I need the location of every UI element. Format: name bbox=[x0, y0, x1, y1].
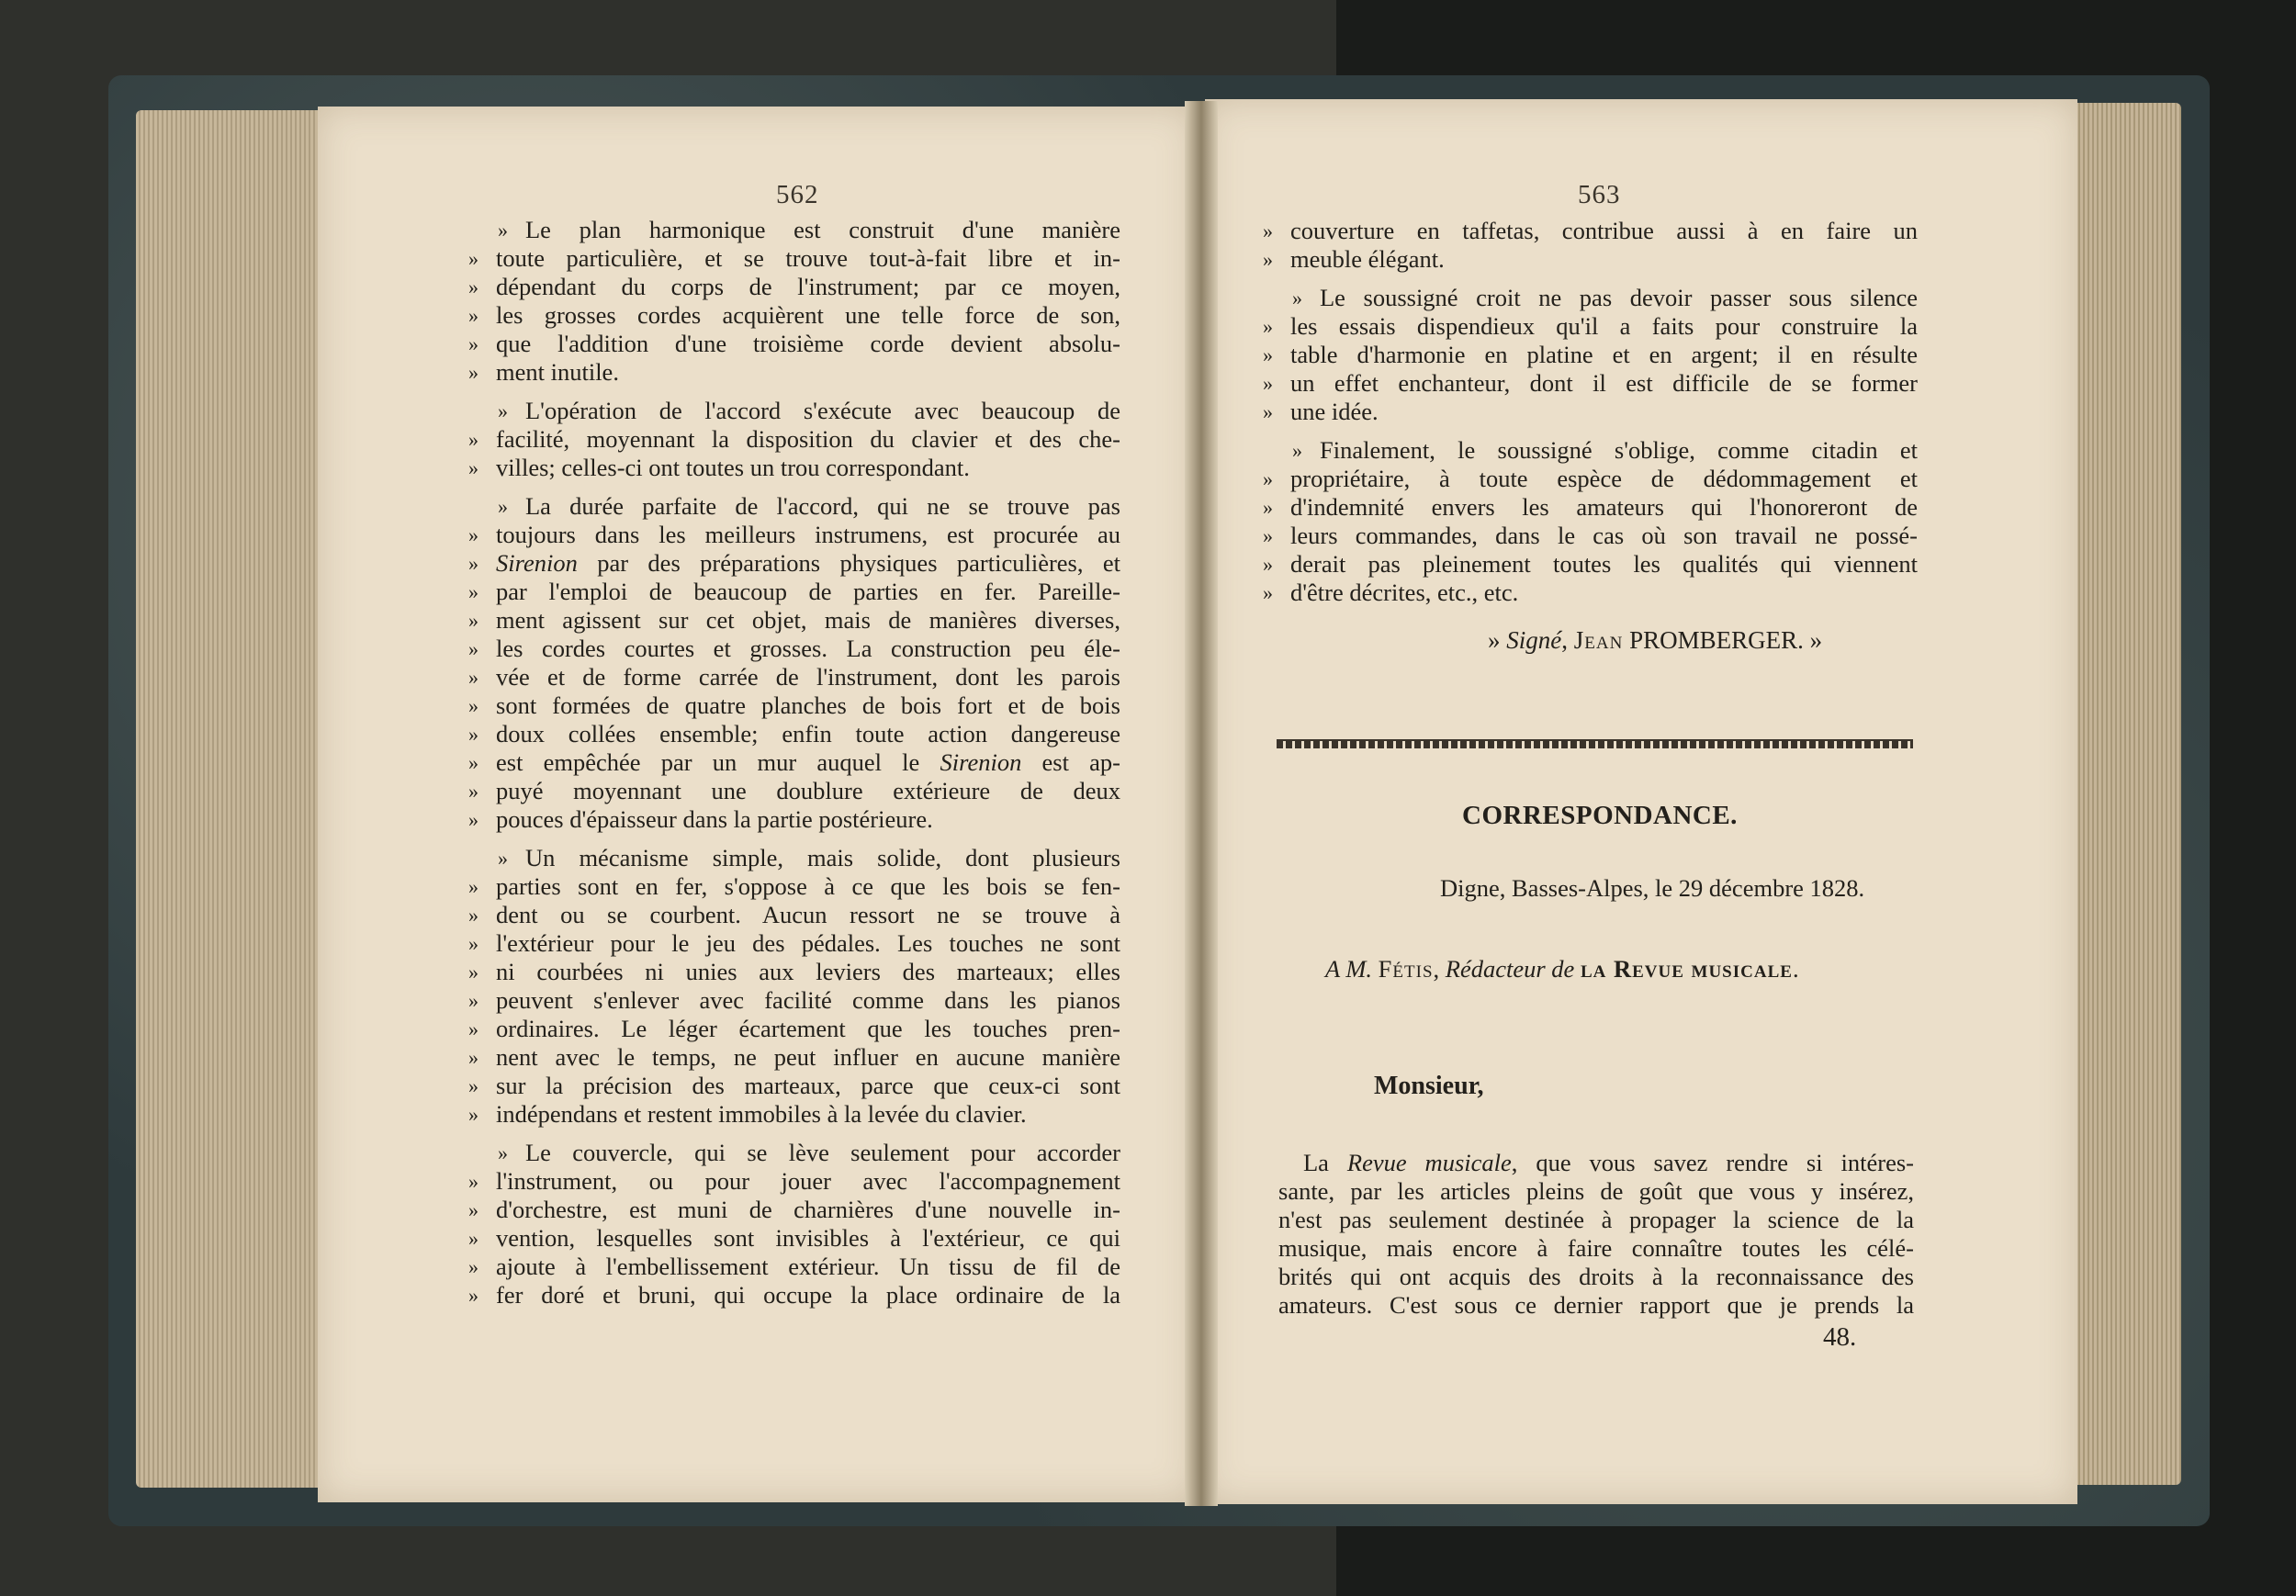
text-line bbox=[468, 1167, 1120, 1196]
line-text: toujours dans les meilleurs instrumens, est procurée au bbox=[496, 521, 1120, 548]
text-line bbox=[468, 748, 1120, 777]
quote-mark: » bbox=[498, 495, 508, 518]
quote-mark: » bbox=[468, 694, 478, 717]
line-text: Un mécanisme simple, mais solide, dont plusieurs bbox=[525, 844, 1120, 871]
line-text: indépendans et restent immobiles à la levée du clavier. bbox=[496, 1100, 1027, 1128]
text-line bbox=[468, 805, 1120, 834]
quote-mark: » bbox=[468, 1103, 478, 1126]
page-edges-left bbox=[136, 110, 320, 1488]
quote-mark: » bbox=[1263, 553, 1273, 576]
quote-mark: » bbox=[468, 1017, 478, 1040]
text-line bbox=[468, 454, 1120, 482]
quote-mark: » bbox=[1292, 439, 1302, 462]
line-text: d'orchestre, est muni de charnières d'une nouvelle in- bbox=[496, 1196, 1120, 1223]
line-text: puyé moyennant une doublure extérieure de deux bbox=[496, 777, 1120, 804]
quote-mark: » bbox=[1263, 372, 1273, 395]
line-text: ment agissent sur cet objet, mais de manières diverses, bbox=[496, 606, 1120, 634]
quote-mark: » bbox=[468, 1046, 478, 1069]
line-text: villes; celles-ci ont toutes un trou correspondant. bbox=[496, 454, 970, 481]
line-text: ordinaires. Le léger écartement que les touches pren- bbox=[496, 1015, 1120, 1042]
letter-line: sante, par les articles pleins de goût que vous y insérez, bbox=[1278, 1177, 1914, 1205]
quote-mark: » bbox=[498, 1141, 508, 1164]
line-text: un effet enchanteur, dont il est difficile de se former bbox=[1290, 369, 1918, 397]
line-text: sur la précision des marteaux, parce que ceux-ci sont bbox=[496, 1072, 1120, 1099]
text-line bbox=[1290, 284, 1918, 312]
line-text: La durée parfaite de l'accord, qui ne se trouve pas bbox=[525, 492, 1120, 520]
quote-mark: » bbox=[468, 580, 478, 603]
line-text: table d'harmonie en platine et en argent; il en résulte bbox=[1290, 341, 1918, 368]
quote-mark: » bbox=[468, 780, 478, 803]
line-text: ni courbées ni unies aux leviers des marteaux; elles bbox=[496, 958, 1120, 985]
text-line bbox=[1263, 579, 1918, 607]
line-text: Finalement, le soussigné s'oblige, comme citadin et bbox=[1320, 436, 1918, 464]
text-line bbox=[496, 397, 1120, 425]
letter-line: La Revue musicale, que vous savez rendre si intéres- bbox=[1303, 1149, 1914, 1176]
line-text: Le plan harmonique est construit d'une manière bbox=[525, 216, 1120, 243]
letter-line: musique, mais encore à faire connaître toutes les célé- bbox=[1278, 1234, 1914, 1262]
text-line bbox=[468, 929, 1120, 958]
line-text: couverture en taffetas, contribue aussi à en faire un bbox=[1290, 217, 1918, 244]
letter-line: n'est pas seulement destinée à propager la science de la bbox=[1278, 1206, 1914, 1233]
quote-mark: » bbox=[468, 989, 478, 1012]
line-text: Le couvercle, qui se lève seulement pour accorder bbox=[525, 1139, 1120, 1166]
line-text: L'opération de l'accord s'exécute avec beaucoup de bbox=[525, 397, 1120, 424]
quote-mark: » bbox=[468, 961, 478, 983]
text-line bbox=[1263, 369, 1918, 398]
text-line bbox=[468, 635, 1120, 663]
quote-mark: » bbox=[498, 399, 508, 422]
quote-mark: » bbox=[468, 332, 478, 355]
text-line bbox=[1263, 245, 1918, 274]
quote-mark: » bbox=[468, 1170, 478, 1193]
line-text: Le soussigné croit ne pas devoir passer sous silence bbox=[1320, 284, 1918, 311]
quote-mark: » bbox=[1263, 467, 1273, 490]
quote-mark: » bbox=[1263, 219, 1273, 242]
quote-mark: » bbox=[468, 361, 478, 384]
line-text: d'indemnité envers les amateurs qui l'honoreront de bbox=[1290, 493, 1918, 521]
quote-mark: » bbox=[468, 723, 478, 746]
line-text: l'instrument, ou pour jouer avec l'accompagnement bbox=[496, 1167, 1120, 1195]
line-text: nent avec le temps, ne peut influer en aucune manière bbox=[496, 1043, 1120, 1071]
section-divider bbox=[1277, 739, 1913, 748]
text-line bbox=[468, 425, 1120, 454]
addressee-line: A M. Fétis, Rédacteur de la Revue musicale. bbox=[1325, 955, 1799, 983]
paragraph bbox=[468, 216, 1120, 387]
quote-mark: » bbox=[468, 666, 478, 689]
signature-line: » Signé, Jean PROMBERGER. » bbox=[1488, 626, 1823, 654]
line-text: meuble élégant. bbox=[1290, 245, 1445, 273]
section-heading: CORRESPONDANCE. bbox=[1462, 801, 1738, 830]
text-line bbox=[1263, 341, 1918, 369]
text-line bbox=[468, 1196, 1120, 1224]
page-number-left: 562 bbox=[776, 180, 819, 209]
line-text: d'être décrites, etc., etc. bbox=[1290, 579, 1519, 606]
text-line bbox=[468, 1043, 1120, 1072]
line-text: l'extérieur pour le jeu des pédales. Les touches ne sont bbox=[496, 929, 1120, 957]
quote-mark: » bbox=[468, 275, 478, 298]
text-line bbox=[468, 301, 1120, 330]
letter-line: brités qui ont acquis des droits à la reconnaissance des bbox=[1278, 1263, 1914, 1290]
text-line bbox=[468, 901, 1120, 929]
text-line bbox=[1263, 312, 1918, 341]
line-text: propriétaire, à toute espèce de dédommagement et bbox=[1290, 465, 1918, 492]
quote-mark: » bbox=[468, 304, 478, 327]
line-text: facilité, moyennant la disposition du clavier et des che- bbox=[496, 425, 1120, 453]
text-line bbox=[468, 358, 1120, 387]
line-text: dent ou se courbent. Aucun ressort ne se trouve à bbox=[496, 901, 1120, 928]
quote-mark: » bbox=[468, 523, 478, 546]
salutation: Monsieur, bbox=[1374, 1072, 1484, 1100]
text-line bbox=[468, 606, 1120, 635]
line-text: peuvent s'enlever avec facilité comme dans les pianos bbox=[496, 986, 1120, 1014]
text-line bbox=[1263, 398, 1918, 426]
line-text: sont formées de quatre planches de bois fort et de bois bbox=[496, 691, 1120, 719]
line-text: doux collées ensemble; enfin toute action dangereuse bbox=[496, 720, 1120, 747]
text-line bbox=[468, 777, 1120, 805]
text-line bbox=[496, 216, 1120, 244]
quote-mark: » bbox=[468, 875, 478, 898]
text-line bbox=[468, 330, 1120, 358]
paragraph bbox=[468, 1139, 1120, 1309]
line-text: leurs commandes, dans le cas où son travail ne possé- bbox=[1290, 522, 1918, 549]
text-line bbox=[1263, 465, 1918, 493]
quote-mark: » bbox=[468, 637, 478, 660]
left-page-body bbox=[468, 216, 1120, 1320]
text-line bbox=[468, 1253, 1120, 1281]
line-text: dépendant du corps de l'instrument; par ce moyen, bbox=[496, 273, 1120, 300]
line-text: ment inutile. bbox=[496, 358, 619, 386]
text-line bbox=[468, 521, 1120, 549]
text-line bbox=[468, 273, 1120, 301]
letter-line: amateurs. C'est sous ce dernier rapport que je prends la bbox=[1278, 1291, 1914, 1319]
quote-mark: » bbox=[468, 1255, 478, 1278]
line-text: Sirenion par des préparations physiques particulières, et bbox=[496, 549, 1120, 577]
quote-mark: » bbox=[1263, 524, 1273, 547]
line-text: est empêchée par un mur auquel le Sirenion est ap- bbox=[496, 748, 1120, 776]
text-line bbox=[496, 492, 1120, 521]
right-page-body bbox=[1263, 217, 1918, 617]
line-text: une idée. bbox=[1290, 398, 1379, 425]
line-text: les essais dispendieux qu'il a faits pour construire la bbox=[1290, 312, 1918, 340]
text-line bbox=[468, 663, 1120, 691]
quote-mark: » bbox=[1263, 581, 1273, 604]
signature-mark: 48. bbox=[1823, 1322, 1857, 1352]
text-line bbox=[468, 1281, 1120, 1309]
paragraph bbox=[468, 844, 1120, 1129]
quote-mark: » bbox=[468, 456, 478, 479]
text-line bbox=[496, 1139, 1120, 1167]
letter-body bbox=[1278, 1149, 1914, 1320]
text-line bbox=[468, 691, 1120, 720]
quote-mark: » bbox=[1263, 496, 1273, 519]
paragraph bbox=[468, 397, 1120, 482]
paragraph bbox=[1263, 284, 1918, 426]
line-text: les grosses cordes acquièrent une telle force de son, bbox=[496, 301, 1120, 329]
line-text: par l'emploi de beaucoup de parties en fer. Pareille- bbox=[496, 578, 1120, 605]
quote-mark: » bbox=[1263, 248, 1273, 271]
quote-mark: » bbox=[468, 552, 478, 575]
text-line bbox=[1290, 436, 1918, 465]
text-line bbox=[468, 872, 1120, 901]
quote-mark: » bbox=[498, 219, 508, 242]
text-line bbox=[468, 720, 1120, 748]
text-line bbox=[468, 578, 1120, 606]
paragraph bbox=[1263, 217, 1918, 274]
quote-mark: » bbox=[1263, 400, 1273, 423]
text-line bbox=[468, 549, 1120, 578]
text-line bbox=[468, 958, 1120, 986]
paragraph bbox=[1263, 436, 1918, 607]
quote-mark: » bbox=[1263, 343, 1273, 366]
text-line bbox=[496, 844, 1120, 872]
quote-mark: » bbox=[468, 1198, 478, 1221]
quote-mark: » bbox=[468, 428, 478, 451]
text-line bbox=[468, 986, 1120, 1015]
dateline: Digne, Basses-Alpes, le 29 décembre 1828. bbox=[1440, 874, 1865, 902]
text-line bbox=[1263, 217, 1918, 245]
text-line bbox=[468, 1072, 1120, 1100]
line-text: ajoute à l'embellissement extérieur. Un tissu de fil de bbox=[496, 1253, 1120, 1280]
quote-mark: » bbox=[468, 808, 478, 831]
paragraph bbox=[468, 492, 1120, 834]
page-number-right: 563 bbox=[1578, 180, 1621, 209]
text-line bbox=[468, 1224, 1120, 1253]
line-text: vention, lesquelles sont invisibles à l'extérieur, ce qui bbox=[496, 1224, 1120, 1252]
quote-mark: » bbox=[468, 609, 478, 632]
line-text: pouces d'épaisseur dans la partie postérieure. bbox=[496, 805, 933, 833]
quote-mark: » bbox=[468, 751, 478, 774]
text-line bbox=[468, 1100, 1120, 1129]
line-text: parties sont en fer, s'oppose à ce que les bois se fen- bbox=[496, 872, 1120, 900]
book-gutter bbox=[1185, 101, 1218, 1506]
line-text: fer doré et bruni, qui occupe la place ordinaire de la bbox=[496, 1281, 1120, 1309]
text-line bbox=[1263, 493, 1918, 522]
quote-mark: » bbox=[468, 1227, 478, 1250]
text-line bbox=[468, 244, 1120, 273]
quote-mark: » bbox=[498, 847, 508, 870]
quote-mark: » bbox=[468, 932, 478, 955]
quote-mark: » bbox=[468, 1284, 478, 1307]
quote-mark: » bbox=[1263, 315, 1273, 338]
quote-mark: » bbox=[468, 1074, 478, 1097]
text-line bbox=[468, 1015, 1120, 1043]
line-text: les cordes courtes et grosses. La construction peu éle- bbox=[496, 635, 1120, 662]
line-text: toute particulière, et se trouve tout-à-fait libre et in- bbox=[496, 244, 1120, 272]
line-text: vée et de forme carrée de l'instrument, dont les parois bbox=[496, 663, 1120, 691]
text-line bbox=[1263, 522, 1918, 550]
line-text: que l'addition d'une troisième corde devient absolu- bbox=[496, 330, 1120, 357]
line-text: derait pas pleinement toutes les qualités qui viennent bbox=[1290, 550, 1918, 578]
quote-mark: » bbox=[468, 247, 478, 270]
page-edges-right bbox=[2071, 103, 2181, 1485]
text-line bbox=[1263, 550, 1918, 579]
quote-mark: » bbox=[1292, 287, 1302, 309]
quote-mark: » bbox=[468, 904, 478, 927]
